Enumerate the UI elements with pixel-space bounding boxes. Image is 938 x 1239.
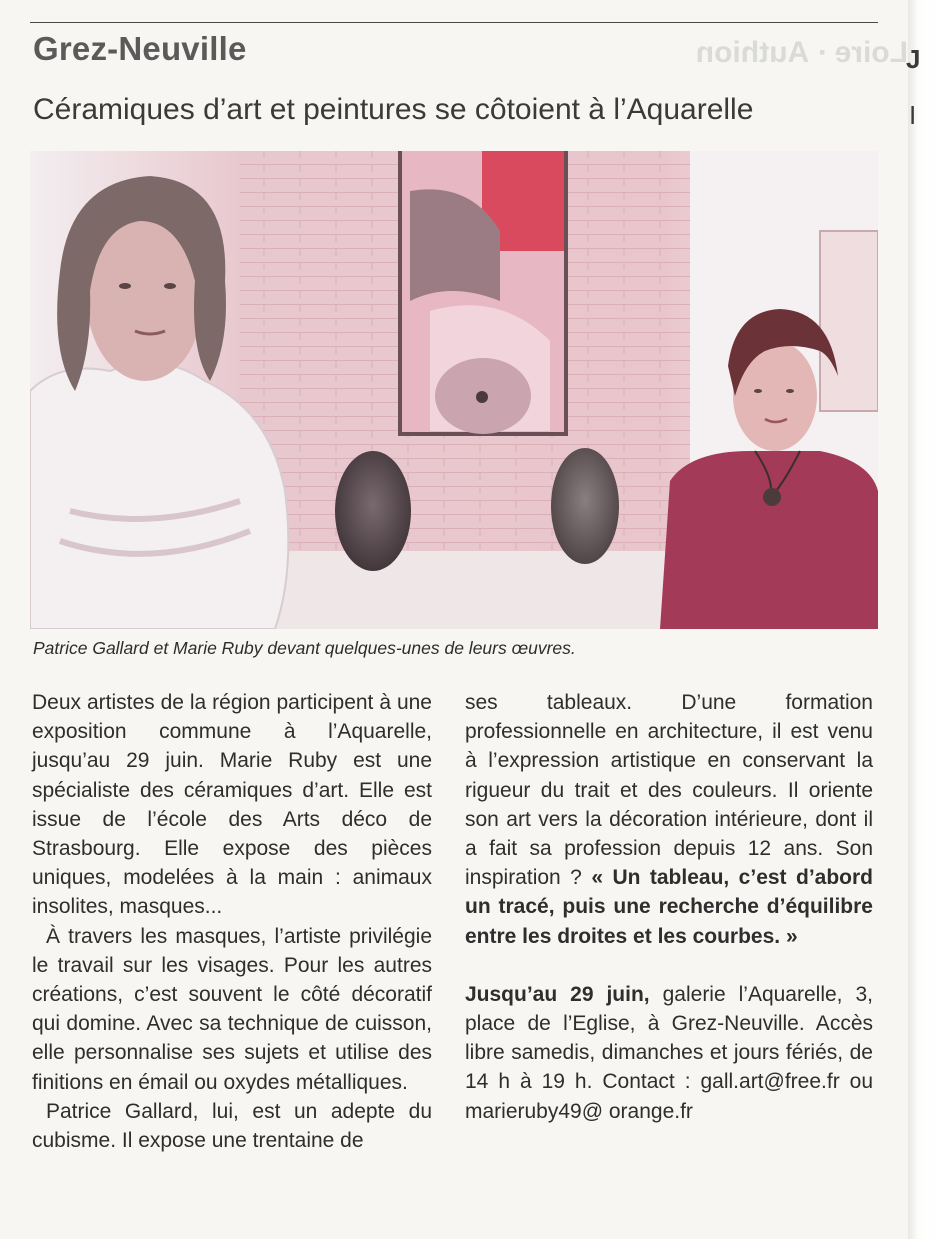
paragraph-4-text: ses tableaux. D’une formation professionnelle en architecture, il est venu à l’expression artistique en conservant la rigueur du trait et des couleurs. Il oriente son art vers la décoration intérieure, dont il a fait sa profession depuis 12 ans. Son inspiration ? <box>465 691 873 890</box>
article-column-right <box>465 688 873 1126</box>
header-rule <box>30 22 878 23</box>
paragraph-3: Patrice Gallard, lui, est un adepte du cubisme. Il expose une trentaine de <box>32 1099 432 1153</box>
adjacent-column-edge: J <box>906 44 921 74</box>
paragraph-1: Deux artistes de la région participent à une exposition commune à l’Aquarelle, jusqu’au 29 juin. Marie Ruby est une spécialiste des céramiques d’art. Elle est issue de l’école des Arts déco de Strasbourg. Elle expose des pièces uniques, modelées à la main : animaux insolites, masques... <box>32 691 432 919</box>
article-column-left <box>32 688 432 1155</box>
practical-info-dates: Jusqu’au 29 juin, <box>465 982 650 1006</box>
article-headline: Céramiques d’art et peintures se côtoient à l’Aquarelle <box>33 93 754 126</box>
locality-heading: Grez-Neuville <box>33 30 247 67</box>
practical-info-text: galerie l’Aquarelle, 3, place de l’Eglise, à Grez-Neuville. Accès libre samedis, dimanches et jours fériés, de 14 h à 19 h. Contact : gall.art@free.fr ou marieruby49@ orange.fr <box>465 982 873 1123</box>
adjacent-column-edge-2: I <box>909 100 917 130</box>
bleed-through-text: Loire · Authion <box>695 36 908 69</box>
photo-caption: Patrice Gallard et Marie Ruby devant quelques-unes de leurs œuvres. <box>33 638 576 658</box>
photo-illustration <box>30 151 878 629</box>
paragraph-2: À travers les masques, l’artiste privilégie le travail sur les visages. Pour les autres créations, c’est souvent le côté décoratif qui domine. Avec sa technique de cuisson, elle personnalise ses sujets et utilise des finitions en émail ou oxydes métalliques. <box>32 924 432 1094</box>
paragraph-gap <box>465 951 873 980</box>
practical-info <box>465 980 873 1126</box>
paragraph-4 <box>465 688 873 951</box>
page-edge <box>908 0 938 1239</box>
article-photo <box>30 151 878 629</box>
artist-quote: « Un tableau, c’est d’abord un tracé, puis une recherche d’équilibre entre les droites et les courbes. » <box>465 866 873 948</box>
